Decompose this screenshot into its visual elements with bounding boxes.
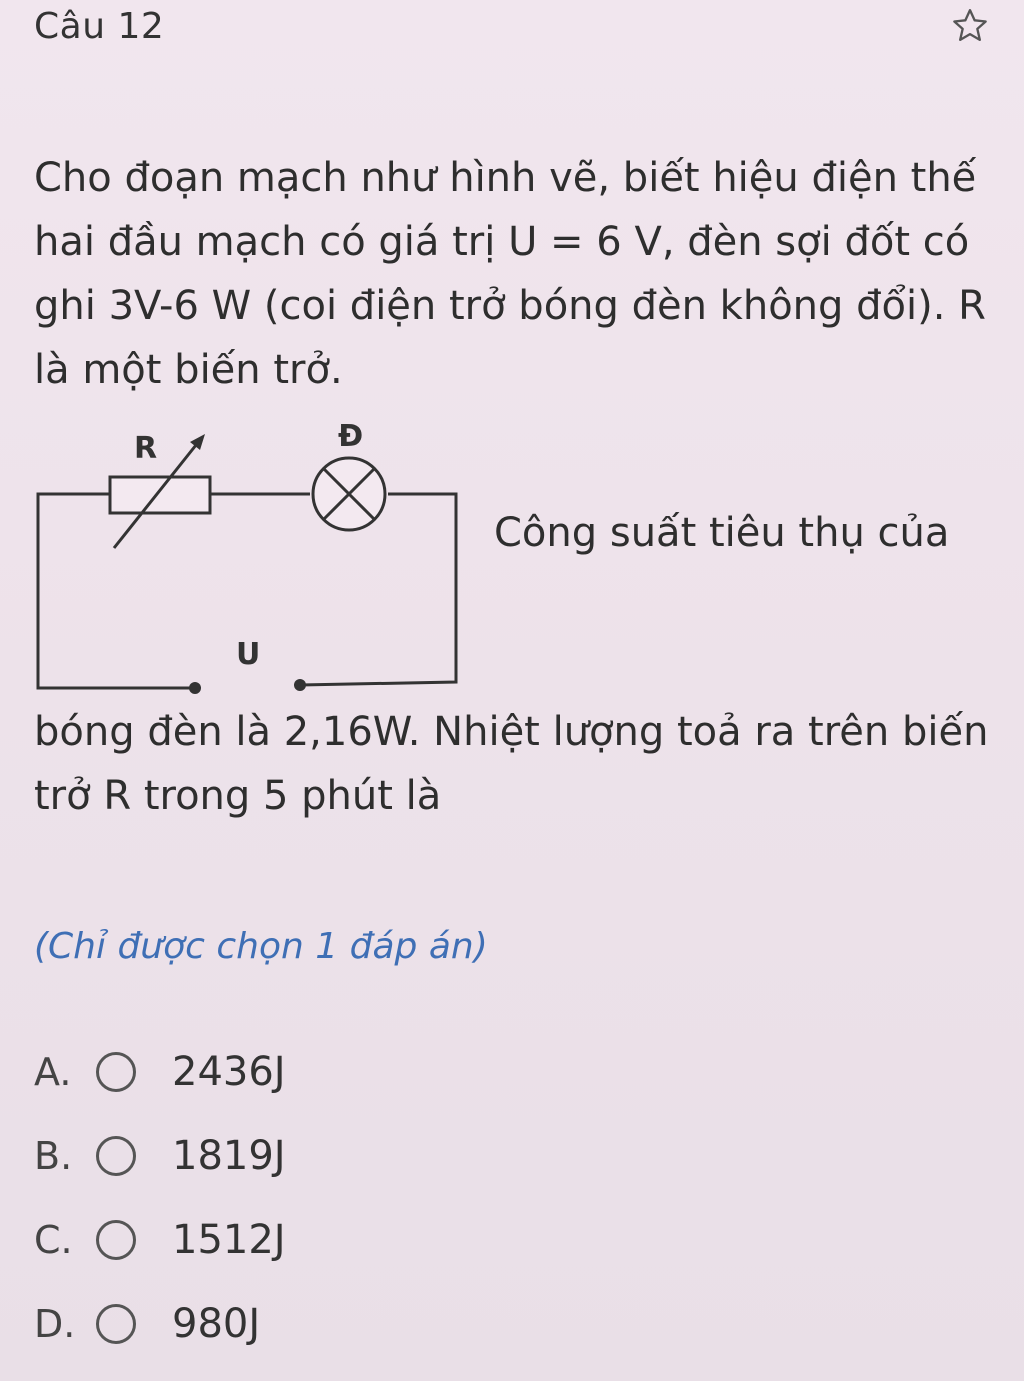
option-a[interactable] [34, 1030, 634, 1114]
label-r: R [134, 431, 158, 466]
answer-options [34, 1030, 634, 1366]
radio-empty-icon[interactable] [96, 1220, 136, 1260]
circuit-diagram [30, 410, 470, 700]
question-text: Cho đoạn mạch như hình vẽ, biết hiệu điện thế hai đầu mạch có giá trị U = 6 V, đèn sợi đốt có ghi 3V-6 W (coi điện trở bóng đèn không đổi). R là một biến trở. [34, 155, 986, 393]
radio-empty-icon[interactable] [96, 1136, 136, 1176]
option-b[interactable] [34, 1114, 634, 1198]
option-letter: D. [34, 1302, 76, 1346]
resistor-symbol [110, 477, 210, 513]
option-value: 980J [172, 1301, 261, 1347]
terminal-left [189, 682, 201, 694]
selection-note: (Chỉ được chọn 1 đáp án) [34, 926, 488, 967]
option-letter: C. [34, 1218, 73, 1262]
option-value: 1512J [172, 1217, 286, 1263]
label-u: U [236, 637, 261, 672]
option-c[interactable] [34, 1198, 634, 1282]
circuit-wire-left [38, 494, 195, 688]
star-outline-icon[interactable] [950, 6, 990, 46]
option-value: 1819J [172, 1133, 286, 1179]
option-d[interactable] [34, 1282, 634, 1366]
radio-empty-icon[interactable] [96, 1304, 136, 1344]
option-letter: A. [34, 1050, 72, 1094]
question-side-text: Công suất tiêu thụ của [494, 510, 950, 556]
terminal-right [294, 679, 306, 691]
option-value: 2436J [172, 1049, 286, 1095]
label-lamp: Đ [338, 419, 364, 454]
option-letter: B. [34, 1134, 73, 1178]
circuit-wire-right [300, 494, 456, 685]
question-continued-text: bóng đèn là 2,16W. Nhiệt lượng toả ra trên biến trở R trong 5 phút là [34, 709, 989, 819]
radio-empty-icon[interactable] [96, 1052, 136, 1092]
question-number: Câu 12 [34, 6, 165, 47]
